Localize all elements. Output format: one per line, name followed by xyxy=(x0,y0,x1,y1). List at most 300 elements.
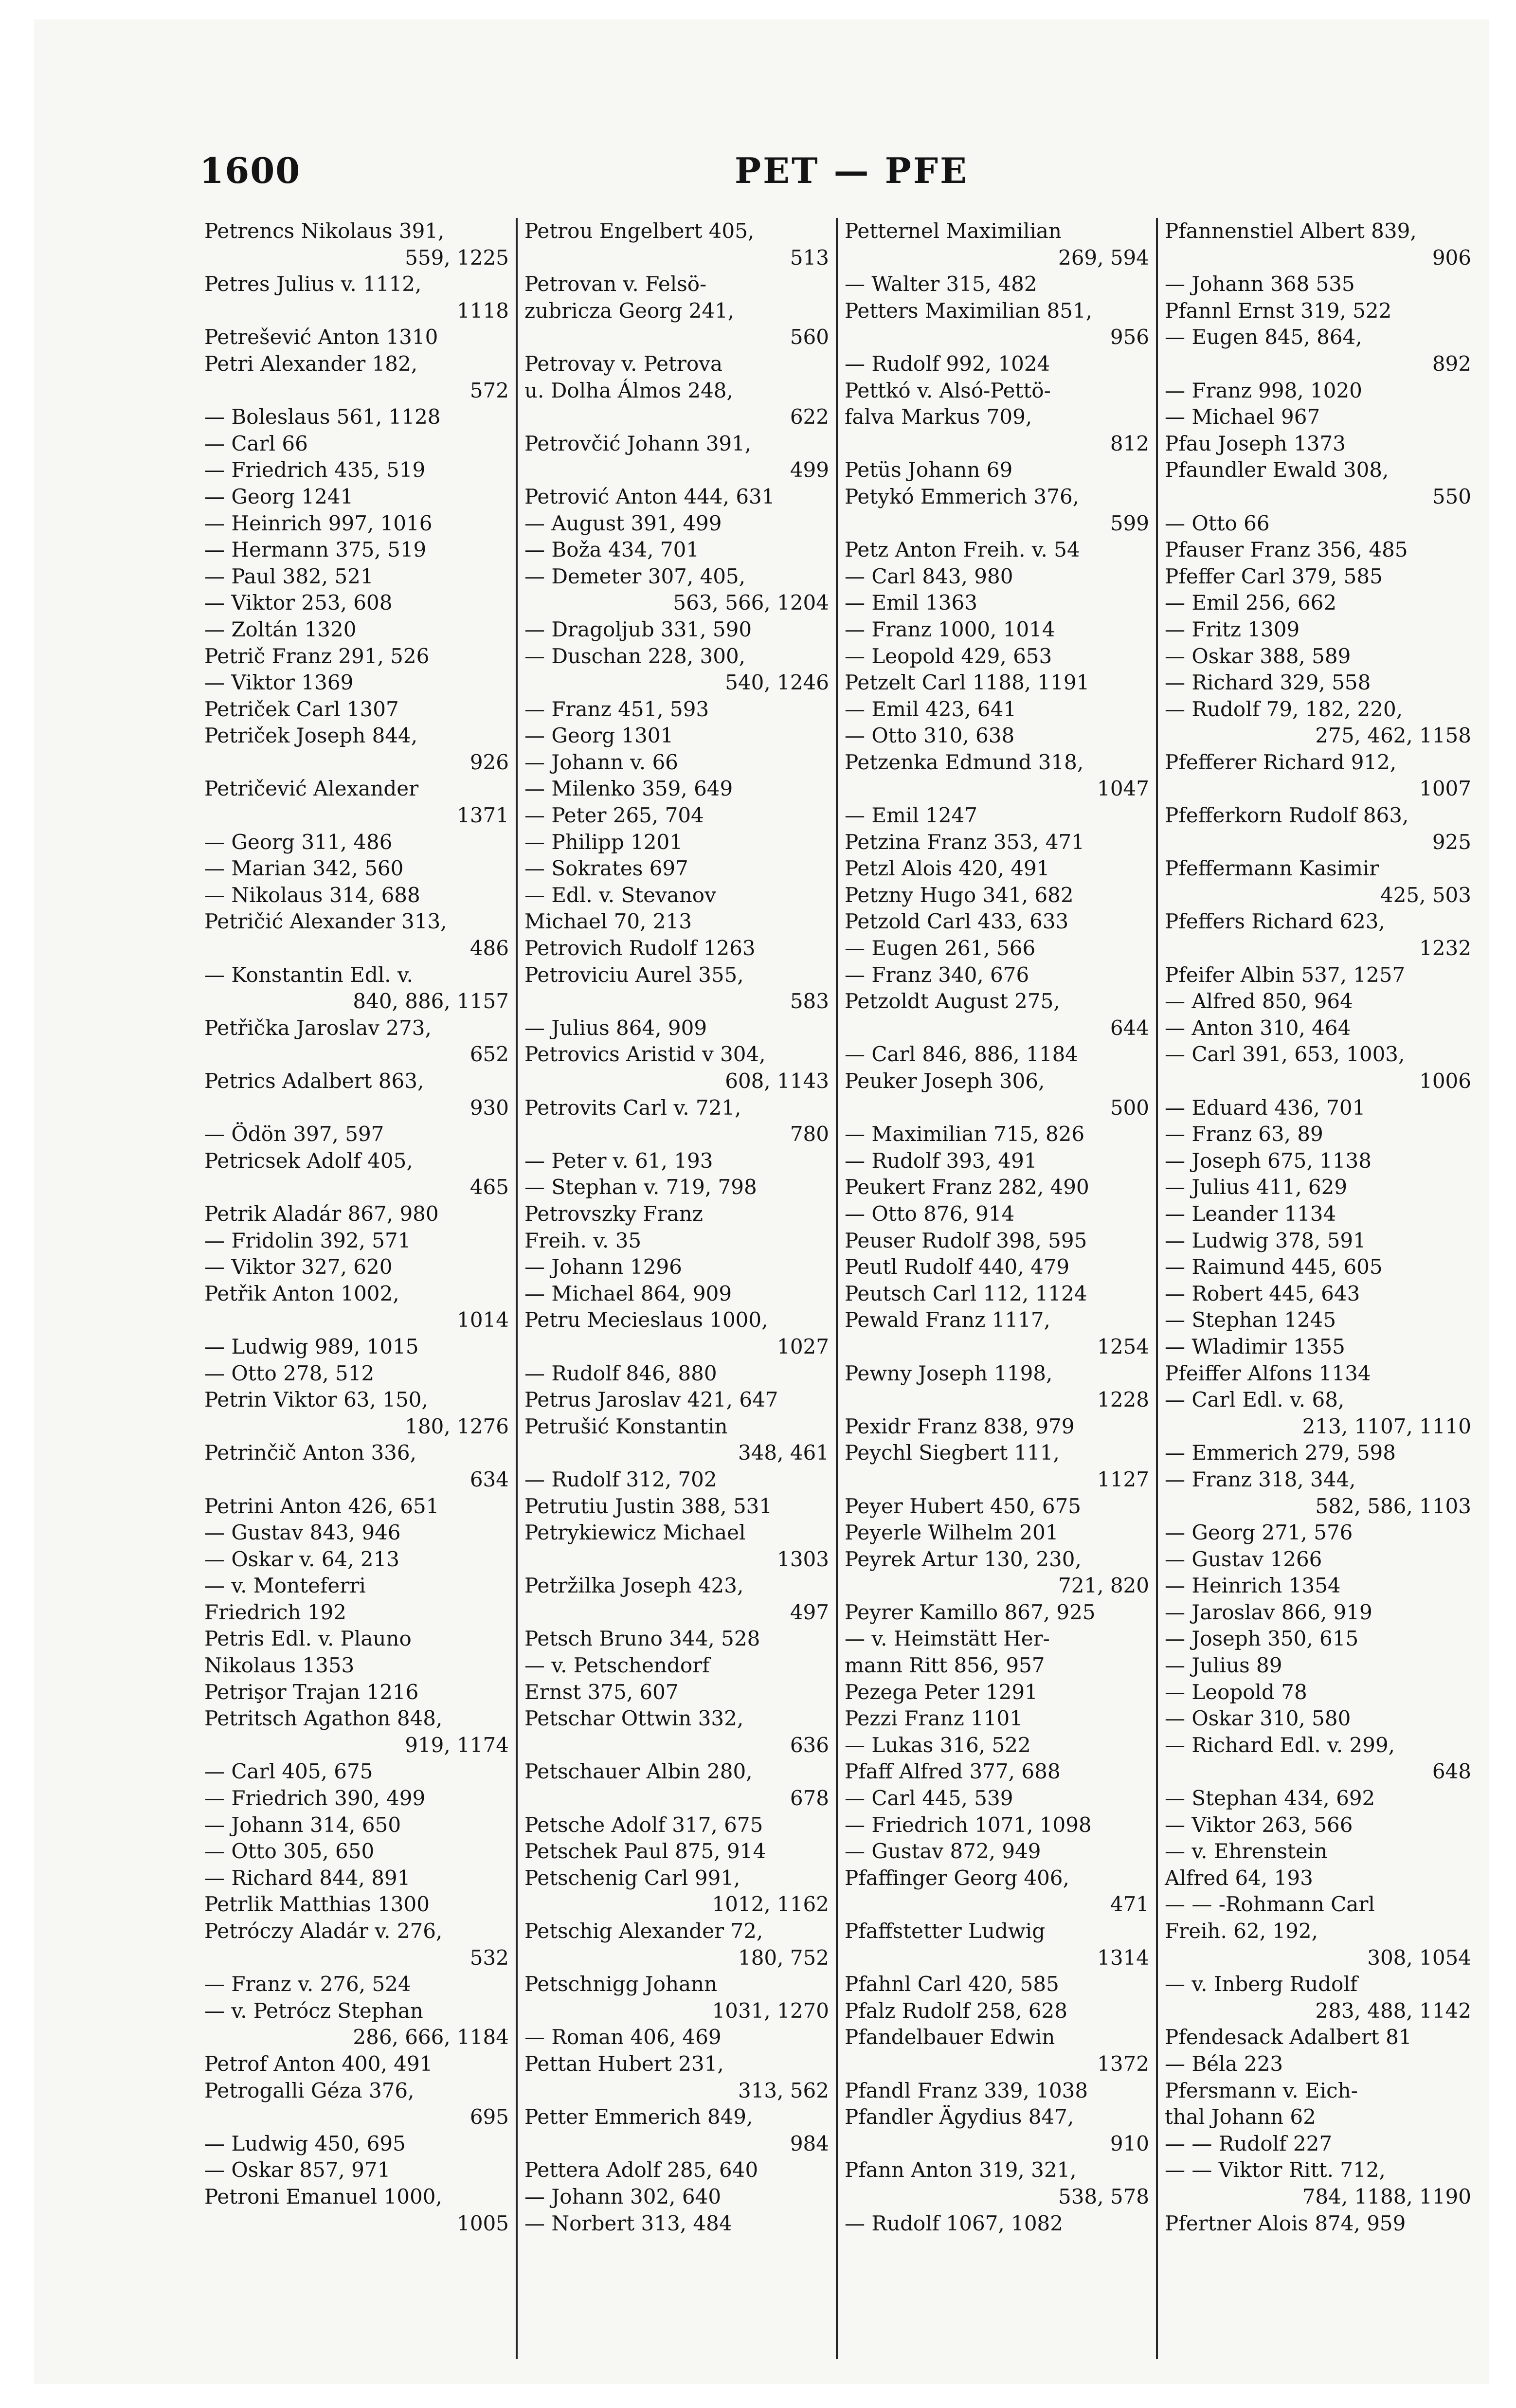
index-entry-line: Pfaff Alfred 377, 688 xyxy=(845,1759,1061,1784)
index-entry-line: — Edl. v. Stevanov xyxy=(524,883,716,907)
index-entry-line: — Friedrich 435, 519 xyxy=(204,458,426,482)
index-entry-line: — Viktor 253, 608 xyxy=(204,591,393,615)
index-entry-line: Petrovszky Franz xyxy=(524,1201,703,1226)
index-entry-line: — Duschan 228, 300, xyxy=(524,644,746,668)
index-entry-line: — Emmerich 279, 598 xyxy=(1165,1441,1396,1465)
index-entry-line: Pfaffstetter Ludwig xyxy=(845,1919,1046,1943)
index-entry xyxy=(204,1679,509,1706)
index-entry xyxy=(845,1520,1149,1546)
index-entry xyxy=(524,1626,829,1652)
index-entry-line: — Norbert 313, 484 xyxy=(524,2211,732,2235)
index-entry-line: Peuser Rudolf 398, 595 xyxy=(845,1228,1087,1252)
index-entry-line: 812 xyxy=(1110,431,1149,455)
index-entry xyxy=(524,271,829,351)
page-header xyxy=(199,150,1426,203)
index-entry-line: 1027 xyxy=(777,1334,829,1358)
index-entry-line: Nikolaus 1353 xyxy=(204,1653,355,1678)
index-entry xyxy=(204,351,509,404)
index-entry-line: Petz Anton Freih. v. 54 xyxy=(845,538,1080,562)
index-entry xyxy=(1165,1679,1471,1706)
index-entry-line: 583 xyxy=(790,989,829,1014)
index-entry-line: — Eugen 845, 864, xyxy=(1165,325,1362,349)
index-entry-line: Petrencs Nikolaus 391, xyxy=(204,219,445,243)
index-entry xyxy=(1165,1440,1471,1467)
index-entry-line: Petrutiu Justin 388, 531 xyxy=(524,1494,773,1518)
index-entry-line: 678 xyxy=(790,1786,829,1811)
index-entry-line: Peutl Rudolf 440, 479 xyxy=(845,1255,1070,1279)
index-entry-line: 1014 xyxy=(457,1308,509,1332)
index-entry xyxy=(524,696,829,723)
index-entry xyxy=(524,1705,829,1758)
index-entry xyxy=(1165,1467,1471,1520)
index-entry xyxy=(845,1626,1149,1679)
index-entry xyxy=(1165,1626,1471,1652)
index-entry-line: 1372 xyxy=(1097,2051,1149,2076)
index-entry xyxy=(845,1546,1149,1599)
index-entry-line: — Rudolf 1067, 1082 xyxy=(845,2211,1063,2235)
index-entry-line: 644 xyxy=(1110,1015,1149,1040)
index-entry-line: 180, 752 xyxy=(738,1945,829,1970)
index-entry xyxy=(1165,1387,1471,1440)
index-entry-line: Petritsch Agathon 848, xyxy=(204,1706,443,1731)
index-entry-line: Pfeffermann Kasimir xyxy=(1165,856,1379,881)
index-column-3 xyxy=(838,218,1158,2359)
index-entry xyxy=(1165,1201,1471,1228)
index-entry-line: zubricza Georg 241, xyxy=(524,298,735,323)
index-entry xyxy=(204,643,509,670)
index-entry-line: 648 xyxy=(1432,1759,1471,1784)
index-entry-line: Petzenka Edmund 318, xyxy=(845,750,1084,774)
index-entry-line: Pewny Joseph 1198, xyxy=(845,1361,1053,1385)
index-entry xyxy=(845,271,1149,298)
index-entry xyxy=(524,1413,829,1467)
index-entry-line: — Milenko 359, 649 xyxy=(524,777,733,801)
index-entry-line: Petru Mecieslaus 1000, xyxy=(524,1308,768,1332)
index-entry xyxy=(845,1865,1149,1918)
index-entry xyxy=(524,616,829,643)
index-entry-line: Petschig Alexander 72, xyxy=(524,1919,763,1943)
index-entry-line: — Oskar v. 64, 213 xyxy=(204,1547,400,1571)
index-entry-line: — Richard Edl. v. 299, xyxy=(1165,1733,1395,1757)
index-entry xyxy=(845,2078,1149,2104)
index-entry-line: 269, 594 xyxy=(1058,245,1149,270)
index-entry xyxy=(1165,2210,1471,2237)
index-entry-line: — Viktor 1369 xyxy=(204,670,354,695)
index-entry xyxy=(204,457,509,484)
index-entry-line: thal Johann 62 xyxy=(1165,2105,1316,2129)
index-entry-line: 471 xyxy=(1110,1892,1149,1917)
index-entry-line: 560 xyxy=(790,325,829,349)
index-entry-line: Petrešević Anton 1310 xyxy=(204,325,438,349)
index-entry-line: Peyerle Wilhelm 201 xyxy=(845,1521,1059,1545)
index-entry-line: Pfaffinger Georg 406, xyxy=(845,1865,1069,1890)
index-entry xyxy=(204,510,509,537)
index-entry-line: Pfeffer Carl 379, 585 xyxy=(1165,564,1383,588)
index-entry-line: 1118 xyxy=(457,298,509,323)
index-entry xyxy=(845,1228,1149,1254)
index-entry xyxy=(524,1918,829,1971)
index-entry xyxy=(845,670,1149,696)
index-entry xyxy=(845,1041,1149,1068)
index-entry xyxy=(524,882,829,935)
index-entry-line: — Franz v. 276, 524 xyxy=(204,1972,411,1996)
index-entry xyxy=(845,2210,1149,2237)
index-entry-line: 1012, 1162 xyxy=(712,1892,829,1917)
index-entry-line: — Julius 89 xyxy=(1165,1653,1282,1678)
index-entry-line: — Carl 445, 539 xyxy=(845,1786,1013,1811)
index-entry-line: 925 xyxy=(1432,830,1471,854)
index-entry xyxy=(845,484,1149,537)
index-entry xyxy=(524,431,829,484)
index-entry xyxy=(524,484,829,510)
index-entry-line: — Georg 1301 xyxy=(524,724,674,748)
index-entry-line: Pfeffers Richard 623, xyxy=(1165,909,1385,934)
index-entry xyxy=(204,1360,509,1387)
index-entry-line: — Franz 318, 344, xyxy=(1165,1467,1356,1491)
index-entry-line: Pfalz Rudolf 258, 628 xyxy=(845,1998,1067,2023)
index-entry xyxy=(845,855,1149,882)
index-entry xyxy=(524,829,829,856)
index-entry-line: Petrušić Konstantin xyxy=(524,1414,728,1438)
index-entry xyxy=(204,2051,509,2078)
index-entry xyxy=(204,1546,509,1573)
index-entry-line: Pezzi Franz 1101 xyxy=(845,1706,1023,1731)
index-entry xyxy=(524,1467,829,1493)
index-entry-line: — Viktor 327, 620 xyxy=(204,1255,393,1279)
index-entry xyxy=(204,1971,509,1998)
index-entry xyxy=(1165,271,1471,298)
index-entry xyxy=(524,2210,829,2237)
index-entry xyxy=(524,776,829,802)
index-entry xyxy=(1165,378,1471,404)
index-entry-line: Petzoldt August 275, xyxy=(845,989,1060,1014)
index-entry-line: 513 xyxy=(790,245,829,270)
index-entry xyxy=(204,1015,509,1068)
index-entry xyxy=(1165,1705,1471,1732)
index-entry xyxy=(204,1387,509,1440)
index-entry xyxy=(1165,670,1471,696)
index-entry-line: Petres Julius v. 1112, xyxy=(204,272,422,296)
index-entry xyxy=(845,218,1149,271)
index-entry-line: 275, 462, 1158 xyxy=(1315,724,1471,748)
index-entry xyxy=(524,1281,829,1307)
index-entry-line: Petrovay v. Petrova xyxy=(524,351,722,376)
index-entry-line: 1031, 1270 xyxy=(712,1998,829,2023)
index-entry xyxy=(1165,1573,1471,1599)
index-entry-line: Petüs Johann 69 xyxy=(845,458,1013,482)
index-entry-line: — Gustav 843, 946 xyxy=(204,1521,401,1545)
index-entry-line: Pewald Franz 1117, xyxy=(845,1308,1050,1332)
index-entry-line: Petter Emmerich 849, xyxy=(524,2105,753,2129)
index-entry-line: Petschek Paul 875, 914 xyxy=(524,1839,766,1864)
index-entry xyxy=(845,723,1149,749)
index-entry-line: Petricsek Adolf 405, xyxy=(204,1148,413,1173)
index-entry xyxy=(524,1015,829,1042)
index-entry-line: — Carl 843, 980 xyxy=(845,564,1013,588)
index-entry-line: Peyrer Kamillo 867, 925 xyxy=(845,1600,1096,1624)
index-entry xyxy=(204,670,509,696)
index-entry-line: — v. Ehrenstein xyxy=(1165,1839,1328,1864)
index-entry xyxy=(1165,1254,1471,1281)
index-entry-line: 984 xyxy=(790,2131,829,2155)
index-entry-line: 906 xyxy=(1432,245,1471,270)
index-entry xyxy=(1165,537,1471,563)
index-entry xyxy=(204,1785,509,1812)
index-entry-line: — Johann v. 66 xyxy=(524,750,678,774)
index-entry-line: — Nikolaus 314, 688 xyxy=(204,883,420,907)
index-entry-line: — Julius 864, 909 xyxy=(524,1015,707,1040)
index-entry xyxy=(524,218,829,271)
index-entry-line: Pettera Adolf 285, 640 xyxy=(524,2158,758,2182)
index-entry xyxy=(524,1838,829,1865)
index-entry-line: Petrovčić Johann 391, xyxy=(524,431,752,455)
index-entry xyxy=(524,1254,829,1281)
index-entry-line: — Stephan 434, 692 xyxy=(1165,1786,1375,1811)
index-entry xyxy=(204,1440,509,1493)
index-entry xyxy=(845,829,1149,856)
index-entry xyxy=(204,590,509,616)
index-entry-line: Pfandl Franz 339, 1038 xyxy=(845,2078,1088,2102)
index-entry xyxy=(524,749,829,776)
index-entry-line: — Fritz 1309 xyxy=(1165,617,1300,641)
index-entry-line: — Georg 311, 486 xyxy=(204,830,393,854)
index-entry-line: — Georg 271, 576 xyxy=(1165,1521,1353,1545)
index-entry-line: Ernst 375, 607 xyxy=(524,1680,679,1704)
index-entry-line: — Emil 256, 662 xyxy=(1165,591,1337,615)
index-entry-line: — Carl 846, 886, 1184 xyxy=(845,1042,1079,1067)
index-entry xyxy=(524,2184,829,2210)
index-entry xyxy=(204,1121,509,1148)
index-entry xyxy=(524,723,829,749)
index-entry-line: 926 xyxy=(469,750,509,774)
index-entry xyxy=(524,1493,829,1520)
index-page xyxy=(34,19,1489,2384)
index-entry-line: Pfannl Ernst 319, 522 xyxy=(1165,298,1392,323)
index-entry-line: Petřička Jaroslav 273, xyxy=(204,1015,432,1040)
index-entry-line: — Gustav 872, 949 xyxy=(845,1839,1041,1864)
index-entry-line: — Boža 434, 701 xyxy=(524,538,700,562)
index-entry xyxy=(204,1891,509,1918)
index-entry-line: — Julius 411, 629 xyxy=(1165,1175,1348,1199)
index-entry xyxy=(1165,2078,1471,2131)
index-entry-line: 1228 xyxy=(1097,1388,1149,1412)
index-entry xyxy=(204,1254,509,1281)
index-entry-line: Petrović Anton 444, 631 xyxy=(524,484,775,508)
index-entry-line: Freih. v. 35 xyxy=(524,1228,642,1252)
index-entry xyxy=(204,1068,509,1121)
index-entry-line: — Boleslaus 561, 1128 xyxy=(204,405,441,429)
index-entry-line: — Zoltán 1320 xyxy=(204,617,357,641)
index-entry xyxy=(204,1334,509,1360)
index-entry-line: 180, 1276 xyxy=(405,1414,509,1438)
index-entry-line: Petrof Anton 400, 491 xyxy=(204,2051,433,2076)
index-entry-line: — Jaroslav 866, 919 xyxy=(1165,1600,1372,1624)
index-entry xyxy=(845,1812,1149,1839)
index-entry-line: Petrogalli Géza 376, xyxy=(204,2078,415,2102)
index-entry-line: Petschauer Albin 280, xyxy=(524,1759,753,1784)
index-entry xyxy=(845,298,1149,351)
index-entry-line: — Stephan 1245 xyxy=(1165,1308,1336,1332)
index-entry-line: — Konstantin Edl. v. xyxy=(204,962,413,987)
index-entry-line: — Anton 310, 464 xyxy=(1165,1015,1351,1040)
index-entry-line: Petrini Anton 426, 651 xyxy=(204,1494,439,1518)
index-entry-line: — Carl 391, 653, 1003, xyxy=(1165,1042,1405,1067)
index-entry xyxy=(1165,298,1471,325)
index-entry-line: — — -Rohmann Carl xyxy=(1165,1892,1375,1917)
index-entry-line: Petrovits Carl v. 721, xyxy=(524,1095,741,1120)
index-entry-line: Petri Alexander 182, xyxy=(204,351,418,376)
index-entry-line: 465 xyxy=(469,1175,509,1199)
index-entry-line: Pexidr Franz 838, 979 xyxy=(845,1414,1075,1438)
index-entry xyxy=(1165,1785,1471,1812)
index-entry xyxy=(1165,962,1471,989)
index-entry xyxy=(1165,2131,1471,2157)
index-entry xyxy=(845,749,1149,802)
index-entry-line: 1314 xyxy=(1097,1945,1149,1970)
index-entry xyxy=(204,1918,509,1971)
index-entry-line: — Franz 1000, 1014 xyxy=(845,617,1055,641)
index-entry xyxy=(845,2104,1149,2157)
index-entry-line: — Roman 406, 469 xyxy=(524,2025,722,2049)
index-entry-line: — Johann 314, 650 xyxy=(204,1812,401,1837)
index-entry xyxy=(845,643,1149,670)
index-entry-line: Petris Edl. v. Plauno xyxy=(204,1627,412,1651)
index-entry xyxy=(204,1573,509,1626)
index-entry xyxy=(524,802,829,829)
index-entry xyxy=(1165,696,1471,749)
index-entry xyxy=(204,1838,509,1865)
index-entry xyxy=(204,1705,509,1758)
index-entry-line: — Walter 315, 482 xyxy=(845,272,1037,296)
index-entry-line: Petzl Alois 420, 491 xyxy=(845,856,1050,881)
index-entry xyxy=(1165,510,1471,537)
index-entry xyxy=(845,563,1149,590)
index-entry xyxy=(524,1971,829,2024)
index-entry xyxy=(524,1520,829,1573)
index-entry xyxy=(845,1918,1149,1971)
index-entry-line: Petrik Aladár 867, 980 xyxy=(204,1201,439,1226)
index-entry xyxy=(845,1121,1149,1148)
index-entry-line: — Rudolf 846, 880 xyxy=(524,1361,717,1385)
index-entry-line: 572 xyxy=(469,378,509,402)
index-entry-line: Petschenig Carl 991, xyxy=(524,1865,740,1890)
index-entry xyxy=(204,2078,509,2131)
index-entry xyxy=(845,1148,1149,1175)
index-entry-line: — Leander 1134 xyxy=(1165,1201,1336,1226)
index-entry xyxy=(845,1758,1149,1785)
index-entry-line: — Michael 967 xyxy=(1165,405,1320,429)
index-entry-line: — Rudolf 312, 702 xyxy=(524,1467,717,1491)
index-entry-line: — Carl 66 xyxy=(204,431,308,455)
index-entry xyxy=(1165,2024,1471,2051)
index-entry-line: 425, 503 xyxy=(1380,883,1471,907)
index-entry xyxy=(524,2157,829,2184)
index-entry-line: Petzold Carl 433, 633 xyxy=(845,909,1069,934)
index-entry-line: — Otto 66 xyxy=(1165,511,1270,535)
index-entry xyxy=(204,1998,509,2051)
index-entry xyxy=(1165,988,1471,1015)
index-entry xyxy=(845,908,1149,935)
index-entry-line: Petřik Anton 1002, xyxy=(204,1281,399,1305)
index-entry xyxy=(204,1148,509,1201)
index-entry-line: Petroviciu Aurel 355, xyxy=(524,962,744,987)
index-entry xyxy=(204,829,509,856)
index-entry-line: 283, 488, 1142 xyxy=(1315,1998,1471,2023)
index-entry xyxy=(204,218,509,271)
index-entry xyxy=(1165,1148,1471,1175)
index-entry xyxy=(845,1413,1149,1440)
index-entry-line: — Lukas 316, 522 xyxy=(845,1733,1031,1757)
index-entry-line: 499 xyxy=(790,458,829,482)
index-entry xyxy=(845,802,1149,829)
index-entry xyxy=(845,1971,1149,1998)
page-number: 1600 xyxy=(199,150,301,191)
index-entry-line: — Friedrich 1071, 1098 xyxy=(845,1812,1092,1837)
index-entry-line: Petrus Jaroslav 421, 647 xyxy=(524,1388,778,1412)
index-entry xyxy=(1165,457,1471,510)
index-entry xyxy=(845,1440,1149,1493)
index-entry xyxy=(1165,1228,1471,1254)
index-entry-line: Pfefferer Richard 912, xyxy=(1165,750,1397,774)
index-entry-line: — Eduard 436, 701 xyxy=(1165,1095,1366,1120)
index-entry xyxy=(845,2157,1149,2210)
index-entry-line: 348, 461 xyxy=(738,1441,829,1465)
index-entry-line: 919, 1174 xyxy=(405,1733,509,1757)
index-entry-line: 910 xyxy=(1110,2131,1149,2155)
index-entry xyxy=(204,1228,509,1254)
index-entry-line: — Emil 1247 xyxy=(845,803,977,828)
index-entry-line: — Heinrich 997, 1016 xyxy=(204,511,433,535)
index-entry xyxy=(845,935,1149,962)
index-entry xyxy=(1165,1652,1471,1679)
index-entry-line: 1254 xyxy=(1097,1334,1149,1358)
index-entry xyxy=(524,1652,829,1705)
index-entry xyxy=(204,616,509,643)
index-entry-line: Petrovics Aristid v 304, xyxy=(524,1042,766,1067)
index-entry-line: 840, 886, 1157 xyxy=(353,989,509,1014)
index-entry-line: — Ludwig 989, 1015 xyxy=(204,1334,419,1358)
index-entry-line: — Raimund 445, 605 xyxy=(1165,1255,1383,1279)
index-entry xyxy=(204,537,509,563)
index-entry xyxy=(845,378,1149,457)
index-entry-line: 313, 562 xyxy=(738,2078,829,2102)
index-entry xyxy=(204,563,509,590)
index-entry xyxy=(1165,431,1471,457)
index-entry xyxy=(204,1812,509,1839)
index-entry xyxy=(524,351,829,431)
index-entry-line: falva Markus 709, xyxy=(845,405,1032,429)
index-entry-line: 1127 xyxy=(1097,1467,1149,1491)
index-entry-line: Peychl Siegbert 111, xyxy=(845,1441,1060,1465)
index-entry-line: Pfauser Franz 356, 485 xyxy=(1165,538,1408,562)
index-entry-line: Petzny Hugo 341, 682 xyxy=(845,883,1074,907)
index-entry-line: 540, 1246 xyxy=(725,670,829,695)
index-entry-line: 780 xyxy=(790,1122,829,1146)
index-entry xyxy=(845,351,1149,378)
index-entry-line: Pfersmann v. Eich- xyxy=(1165,2078,1358,2102)
index-entry-line: — Philipp 1201 xyxy=(524,830,683,854)
index-entry-line: Petrlik Matthias 1300 xyxy=(204,1892,430,1917)
index-entry-line: — Fridolin 392, 571 xyxy=(204,1228,411,1252)
index-entry-line: — Otto 310, 638 xyxy=(845,724,1015,748)
index-entry-line: Petsch Bruno 344, 528 xyxy=(524,1627,760,1651)
index-entry-line: Pfeifer Albin 537, 1257 xyxy=(1165,962,1406,987)
index-entry xyxy=(524,855,829,882)
index-entry xyxy=(204,1493,509,1520)
index-entry-line: Pfann Anton 319, 321, xyxy=(845,2158,1077,2182)
index-entry-line: 550 xyxy=(1432,484,1471,508)
index-entry xyxy=(845,1068,1149,1121)
